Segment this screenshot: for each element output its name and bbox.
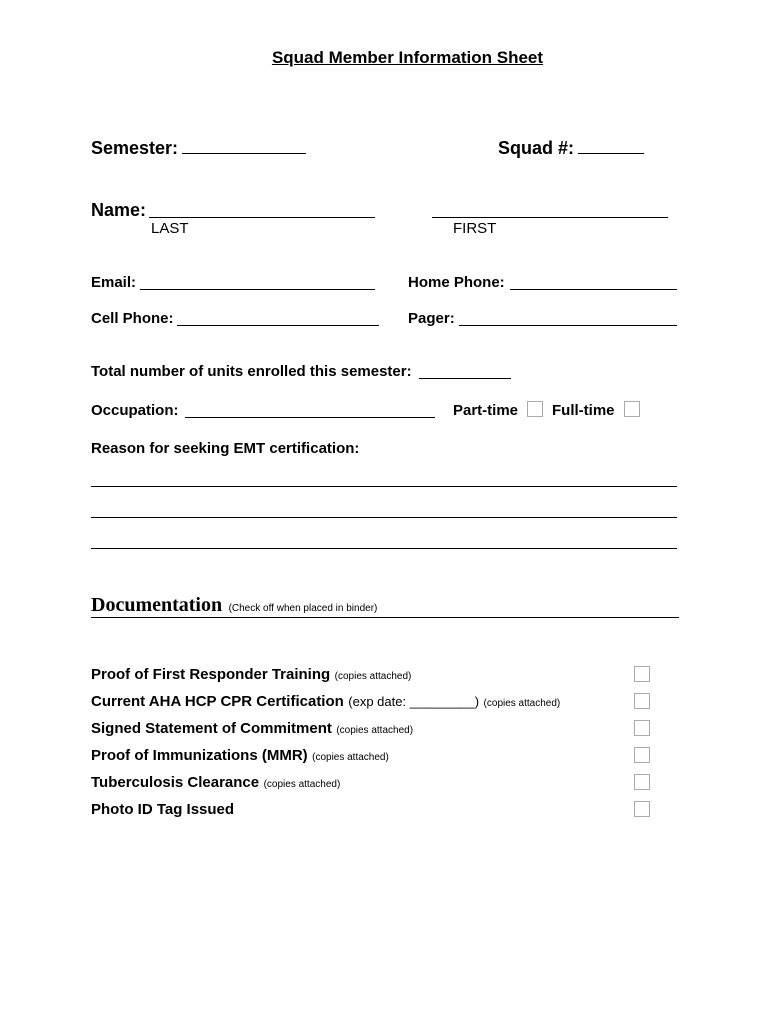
squad-row [498,137,644,159]
doc-item-3-checkbox[interactable] [634,720,650,736]
semester-label: Semester: [91,138,179,158]
home-phone-field[interactable] [510,289,677,290]
doc-item-5-checkbox[interactable] [634,774,650,790]
occupation-label: Occupation: [91,402,179,419]
doc-item-2 [91,693,560,711]
doc-item-4-checkbox[interactable] [634,747,650,763]
doc-item-exp: (exp date: _________) [348,694,480,709]
last-label: LAST [151,220,189,237]
first-name-field[interactable] [432,217,668,218]
page-title: Squad Member Information Sheet [271,48,544,67]
first-label: FIRST [453,220,497,237]
doc-item-2-checkbox[interactable] [634,693,650,709]
doc-item-5 [91,774,340,792]
email-field[interactable] [140,289,375,290]
doc-item-label: Proof of Immunizations (MMR) [91,747,308,764]
reason-line-1[interactable] [91,486,677,487]
reason-label: Reason for seeking EMT certification: [91,440,360,457]
documentation-heading: Documentation [91,594,223,616]
documentation-divider [91,617,679,618]
pager-field[interactable] [459,325,677,326]
home-phone-label: Home Phone: [408,274,505,291]
reason-line-2[interactable] [91,517,677,518]
squad-field[interactable] [578,137,644,154]
reason-line-3[interactable] [91,548,677,549]
doc-item-1-checkbox[interactable] [634,666,650,682]
doc-item-note: (copies attached) [334,671,412,682]
doc-item-label: Photo ID Tag Issued [91,801,235,818]
doc-item-label: Signed Statement of Commitment [91,720,332,737]
squad-label: Squad #: [498,138,575,158]
doc-item-1 [91,666,411,684]
cell-phone-label: Cell Phone: [91,310,174,327]
email-label: Email: [91,274,137,291]
doc-item-3 [91,720,413,738]
doc-item-label: Current AHA HCP CPR Certification [91,693,344,710]
doc-item-note: (copies attached) [336,725,414,736]
documentation-header [91,594,377,617]
full-time-checkbox[interactable] [624,401,640,417]
doc-item-6 [91,801,234,819]
doc-item-note: (copies attached) [483,698,561,709]
semester-field[interactable] [182,137,306,154]
semester-row [91,137,306,159]
doc-item-note: (copies attached) [312,752,389,763]
doc-item-4 [91,747,389,765]
occupation-field[interactable] [185,417,435,418]
units-field[interactable] [419,378,511,379]
doc-item-note: (copies attached) [263,779,341,790]
full-time-label: Full-time [552,402,615,419]
last-name-field[interactable] [149,217,375,218]
units-label: Total number of units enrolled this semester: [91,363,412,380]
pager-label: Pager: [408,310,455,327]
part-time-checkbox[interactable] [527,401,543,417]
cell-phone-field[interactable] [177,325,379,326]
part-time-label: Part-time [453,402,519,419]
doc-item-label: Proof of First Responder Training [91,666,331,683]
doc-item-6-checkbox[interactable] [634,801,650,817]
doc-item-label: Tuberculosis Clearance [91,774,260,791]
documentation-note: (Check off when placed in binder) [228,603,378,614]
name-row [91,200,146,221]
name-label: Name: [91,200,147,220]
